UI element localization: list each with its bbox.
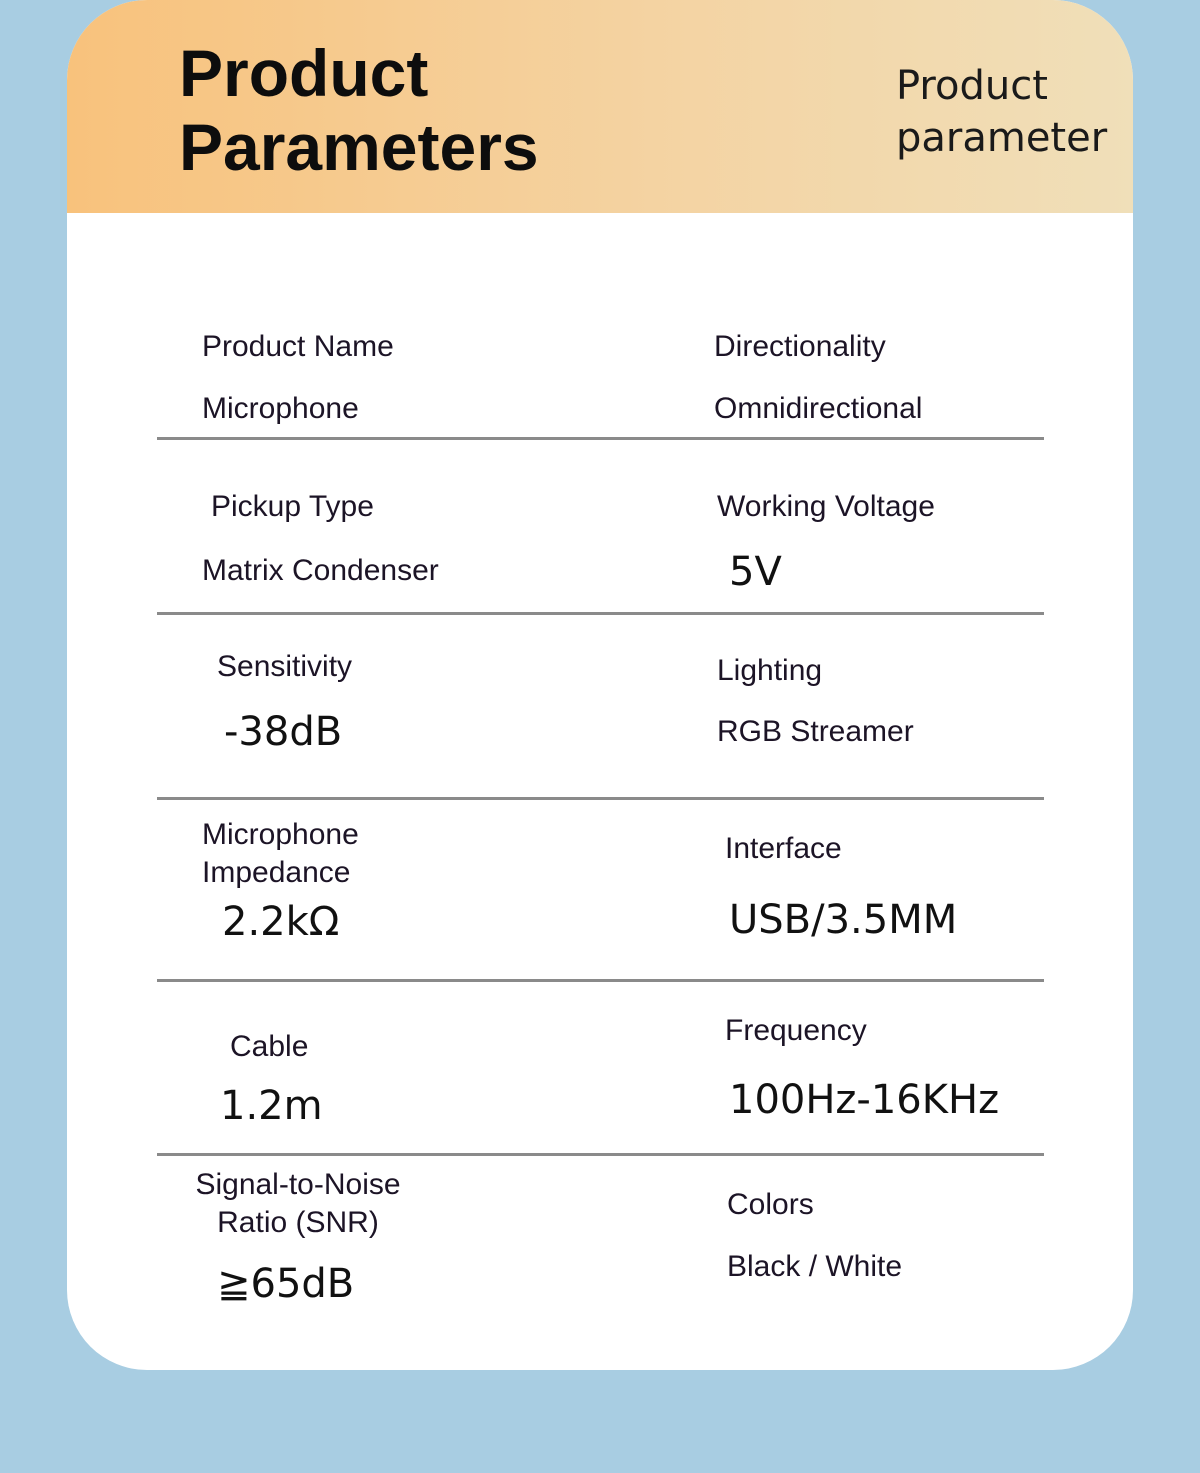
- row-divider: [157, 612, 1044, 615]
- spec-label-cable: Cable: [230, 1030, 309, 1063]
- spec-value-impedance: 2.2kΩ: [222, 899, 340, 945]
- spec-label-snr: Signal-to-Noise Ratio (SNR): [195, 1168, 401, 1239]
- spec-value-product-name: Microphone: [202, 392, 359, 425]
- spec-value-frequency: 100Hz-16KHz: [729, 1077, 1000, 1123]
- row-divider: [157, 1153, 1044, 1156]
- spec-value-lighting: RGB Streamer: [717, 715, 914, 748]
- spec-label-product-name: Product Name: [202, 330, 394, 363]
- spec-label-sensitivity: Sensitivity: [217, 650, 353, 683]
- spec-value-interface: USB/3.5MM: [729, 897, 958, 943]
- spec-value-sensitivity: -38dB: [224, 709, 343, 755]
- spec-value-snr: ≧65dB: [217, 1261, 355, 1307]
- spec-label-pickup-type: Pickup Type: [211, 490, 374, 523]
- row-divider: [157, 797, 1044, 800]
- spec-label-interface: Interface: [725, 832, 842, 865]
- row-divider: [157, 979, 1044, 982]
- page-subtitle: Product parameter: [896, 63, 1108, 161]
- spec-value-working-voltage: 5V: [729, 549, 782, 595]
- spec-label-working-voltage: Working Voltage: [717, 490, 935, 523]
- spec-value-pickup-type: Matrix Condenser: [202, 554, 439, 587]
- row-divider: [157, 437, 1044, 440]
- spec-value-directionality: Omnidirectional: [714, 392, 923, 425]
- page-title: Product Parameters: [179, 36, 539, 184]
- spec-value-cable: 1.2m: [220, 1083, 323, 1129]
- spec-label-lighting: Lighting: [717, 654, 823, 687]
- spec-label-colors: Colors: [727, 1188, 814, 1221]
- spec-label-frequency: Frequency: [725, 1014, 867, 1047]
- parameter-card: [67, 0, 1133, 1370]
- spec-label-impedance: Microphone Impedance: [202, 818, 359, 889]
- spec-value-colors: Black / White: [727, 1250, 903, 1283]
- spec-label-directionality: Directionality: [714, 330, 886, 363]
